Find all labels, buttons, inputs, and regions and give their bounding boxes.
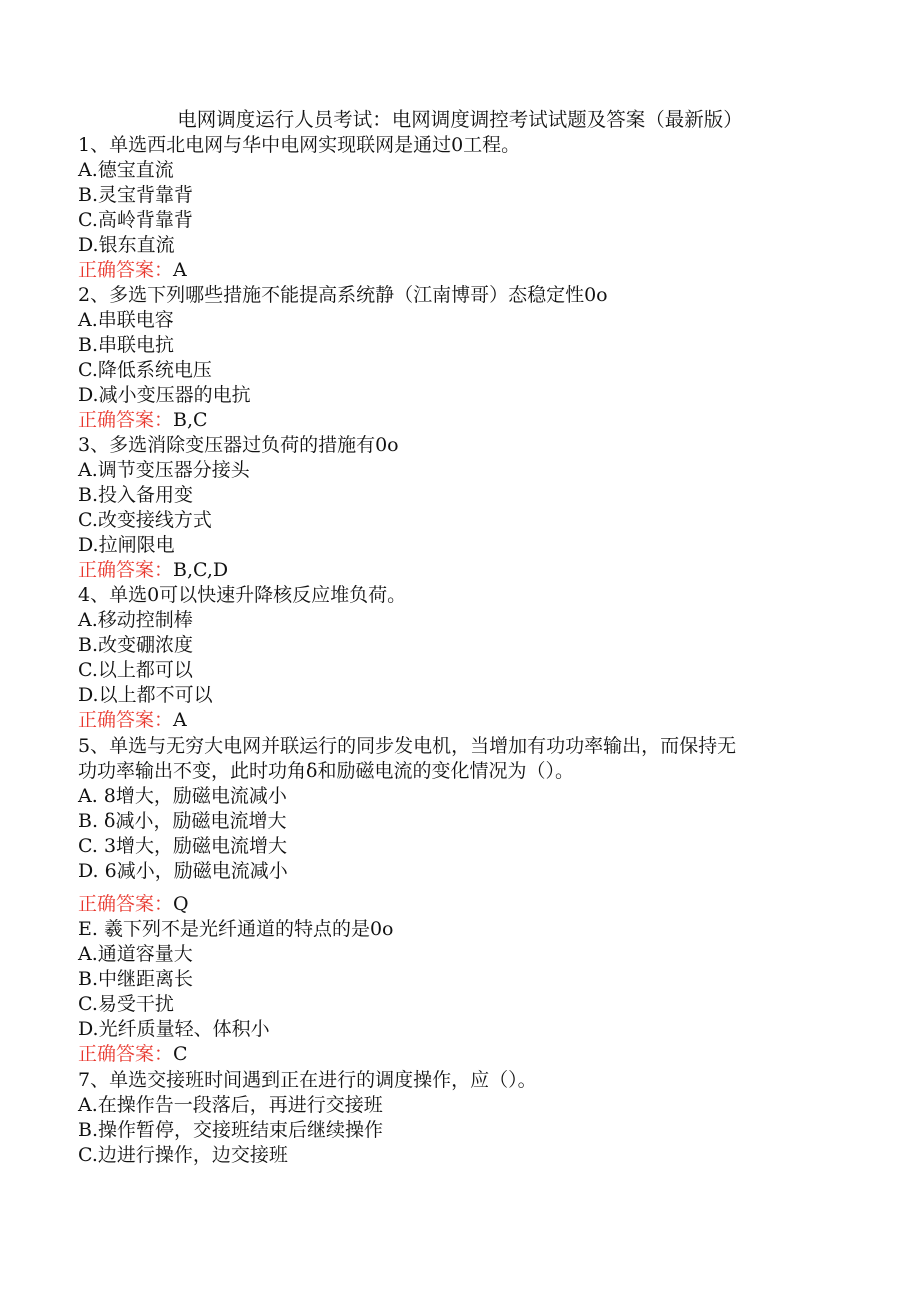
answer-label: 正确答案： xyxy=(78,559,174,581)
answer-option: A.调节变压器分接头 xyxy=(78,459,250,481)
answer-option: D.拉闸限电 xyxy=(78,534,175,556)
answer-option: B.中继距离长 xyxy=(78,968,194,990)
answer-option: B.改变硼浓度 xyxy=(78,634,194,656)
question-text: 3、多选消除变压器过负荷的措施有0o xyxy=(78,434,399,456)
answer-option: A.串联电容 xyxy=(78,309,174,331)
correct-answer xyxy=(78,558,228,583)
correct-answer xyxy=(78,708,187,733)
answer-option: A.德宝直流 xyxy=(78,159,174,181)
answer-value: A xyxy=(173,709,187,731)
answer-option: C.以上都可以 xyxy=(78,659,193,681)
question-text: 7、单选交接班时间遇到正在进行的调度操作，应（）。 xyxy=(78,1069,537,1091)
question-text: 功功率输出不变，此时功角δ和励磁电流的变化情况为（）。 xyxy=(78,760,574,782)
answer-option: A.通道容量大 xyxy=(78,943,193,965)
answer-option: E. 羲下列不是光纤通道的特点的是0o xyxy=(78,918,394,940)
answer-option: B.操作暂停，交接班结束后继续操作 xyxy=(78,1119,384,1141)
answer-option: D. 6减小，励磁电流减小 xyxy=(78,860,288,882)
answer-option: D.以上都不可以 xyxy=(78,684,213,706)
answer-option: D.银东直流 xyxy=(78,234,175,256)
answer-label: 正确答案： xyxy=(78,709,174,731)
correct-answer xyxy=(78,258,187,283)
answer-option: C.改变接线方式 xyxy=(78,509,212,531)
answer-value: B,C xyxy=(173,409,208,431)
correct-answer xyxy=(78,408,208,433)
correct-answer xyxy=(78,1042,188,1067)
answer-option: B.投入备用变 xyxy=(78,484,194,506)
answer-option: A.移动控制棒 xyxy=(78,609,193,631)
answer-label: 正确答案： xyxy=(78,259,174,281)
question-text: 2、多选下列哪些措施不能提高系统静（江南博哥）态稳定性0o xyxy=(78,284,608,306)
answer-label: 正确答案： xyxy=(78,893,174,915)
answer-label: 正确答案： xyxy=(78,1043,174,1065)
answer-option: C.易受干扰 xyxy=(78,993,174,1015)
answer-option: C.高岭背靠背 xyxy=(78,209,193,231)
answer-option: C. 3增大，励磁电流增大 xyxy=(78,835,288,857)
answer-option: C.边进行操作，边交接班 xyxy=(78,1144,288,1166)
answer-value: A xyxy=(173,259,187,281)
answer-option: D.减小变压器的电抗 xyxy=(78,384,251,406)
question-text: 1、单选西北电网与华中电网实现联网是通过0工程。 xyxy=(78,134,521,156)
correct-answer xyxy=(78,892,189,917)
answer-value: B,C,D xyxy=(173,559,229,581)
answer-label: 正确答案： xyxy=(78,409,174,431)
answer-option: A.在操作告一段落后，再进行交接班 xyxy=(78,1094,383,1116)
answer-option: B. δ减小，励磁电流增大 xyxy=(78,810,287,832)
question-text: 4、单选0可以快速升降核反应堆负荷。 xyxy=(78,584,407,606)
answer-option: D.光纤质量轻、体积小 xyxy=(78,1018,270,1040)
answer-option: B.串联电抗 xyxy=(78,334,175,356)
answer-value: C xyxy=(173,1043,188,1065)
document-title: 电网调度运行人员考试：电网调度调控考试试题及答案（最新版） xyxy=(177,108,743,131)
answer-option: A. 8增大，励磁电流减小 xyxy=(78,785,287,807)
answer-option: B.灵宝背靠背 xyxy=(78,184,194,206)
answer-value: Q xyxy=(173,893,189,915)
answer-option: C.降低系统电压 xyxy=(78,359,212,381)
question-text: 5、单选与无穷大电网并联运行的同步发电机，当增加有功功率输出，而保持无 xyxy=(78,735,737,757)
